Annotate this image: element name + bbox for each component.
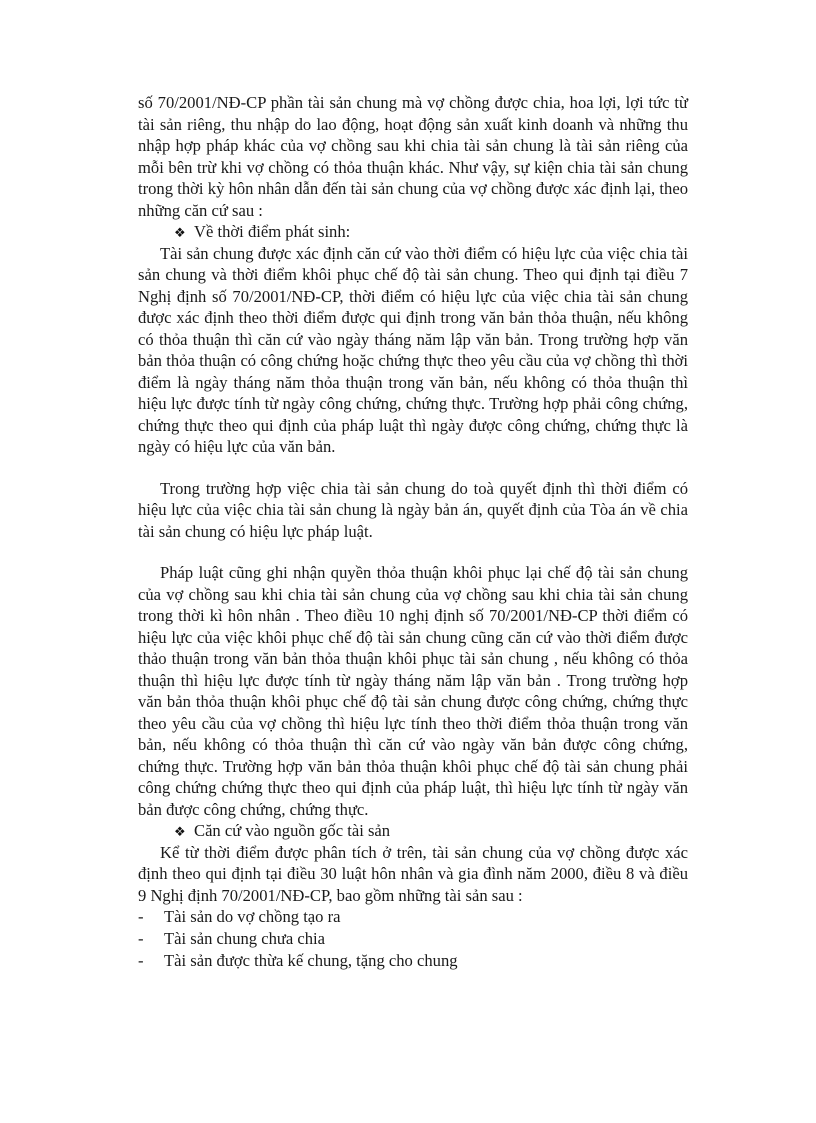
section-heading-label: Căn cứ vào nguồn gốc tài sản <box>194 821 391 840</box>
paragraph-restore-regime: Pháp luật cũng ghi nhận quyền thỏa thuận khôi phục lại chế độ tài sản chung của vợ chồng sau khi chia tài sản chung của vợ chồng sau khi chia tài sản chung trong thời kì hôn nhân . Theo điều 10 nghị định số 70/2001/NĐ-CP thời điểm có hiệu lực của việc khôi phục chế độ tài sản chung cũng căn cứ vào thời điểm được thảo thuận trong văn bản thỏa thuận khôi phục tài sản chung , nếu không có thỏa thuận thì hiệu lực được tính từ ngày tháng năm lập văn bản . Trong trường hợp văn bản thỏa thuận khôi phục chế độ tài sản chung được công chứng, chứng thực theo yêu cầu của vợ chồng thì hiệu lực tính theo thời điểm thỏa thuận trong văn bản, nếu không có thỏa thuận thì căn cứ vào ngày văn bản được công chứng, chứng thực. Trường hợp văn bản thỏa thuận khôi phục chế độ tài sản chung phải công chứng chứng thực theo qui định của pháp luật, thì hiệu lực tính từ ngày văn bản được công chứng, chứng thực. <box>138 563 688 819</box>
section-heading-time <box>138 221 688 243</box>
list-item <box>138 950 688 972</box>
list-item <box>138 906 688 928</box>
document-page <box>138 92 688 972</box>
paragraph-intro: số 70/2001/NĐ-CP phần tài sản chung mà vợ chồng được chia, hoa lợi, lợi tức từ tài sản riêng, thu nhập do lao động, hoạt động sản xuất kinh doanh và những thu nhập hợp pháp khác của vợ chồng sau khi chia tài sản chung là tài sản riêng của mỗi bên trừ khi vợ chồng có thỏa thuận khác. Như vậy, sự kiện chia tài sản chung trong thời kỳ hôn nhân dẫn đến tài sản chung của vợ chồng được xác định lại, theo những căn cứ sau : <box>138 93 688 220</box>
paragraph-effective-time: Tài sản chung được xác định căn cứ vào thời điểm có hiệu lực của việc chia tài sản chung và thời điểm khôi phục chế độ tài sản chung. Theo qui định tại điều 7 Nghị định số 70/2001/NĐ-CP, thời điểm có hiệu lực của việc chia tài sản chung được xác định theo thời điểm được qui định trong văn bản thỏa thuận, nếu không có thỏa thuận thì căn cứ vào ngày tháng năm lập văn bản. Trong trường hợp văn bản thỏa thuận có công chứng hoặc chứng thực theo yêu cầu của vợ chồng thì thời điểm là ngày tháng năm thỏa thuận trong văn bản, nếu không có thỏa thuận thì hiệu lực được tính từ ngày công chứng, chứng thực. Trường hợp phải công chứng, chứng thực theo qui định của pháp luật thì ngày được công chứng, chứng thực là ngày có hiệu lực của văn bản. <box>138 243 688 456</box>
diamond-bullet-icon: ❖ <box>174 824 186 839</box>
dash-bullet: - <box>138 951 144 970</box>
diamond-bullet-icon: ❖ <box>174 225 186 240</box>
list-item <box>138 928 688 950</box>
section-heading-label: Về thời điểm phát sinh: <box>194 222 351 241</box>
dash-bullet: - <box>138 907 144 926</box>
list-item-text: Tài sản do vợ chồng tạo ra <box>164 907 341 926</box>
paragraph-asset-origin: Kể từ thời điểm được phân tích ở trên, tài sản chung của vợ chồng được xác định theo qui định tại điều 30 luật hôn nhân và gia đình năm 2000, điều 8 và điều 9 Nghị định 70/2001/NĐ-CP, bao gồm những tài sản sau : <box>138 842 688 905</box>
list-item-text: Tài sản được thừa kế chung, tặng cho chung <box>164 951 458 970</box>
asset-list <box>138 906 688 972</box>
list-item-text: Tài sản chung chưa chia <box>164 929 326 948</box>
paragraph-court-decision: Trong trường hợp việc chia tài sản chung do toà quyết định thì thời điểm có hiệu lực của việc chia tài sản chung là ngày bản án, quyết định của Tòa án về chia tài sản chung có hiệu lực pháp luật. <box>138 478 688 541</box>
dash-bullet: - <box>138 929 144 948</box>
section-heading-origin <box>138 820 688 842</box>
